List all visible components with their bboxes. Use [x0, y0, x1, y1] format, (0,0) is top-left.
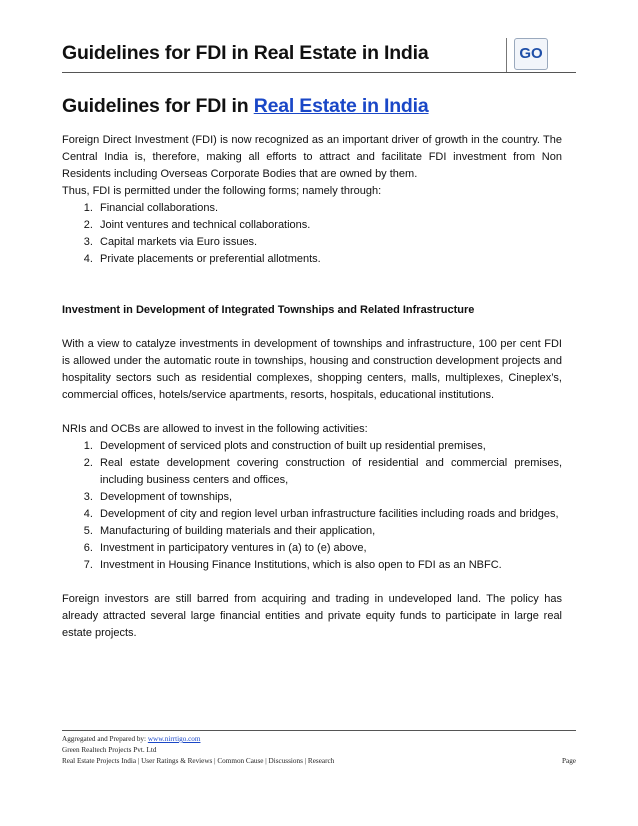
footer-links-row — [62, 756, 576, 767]
footer-links: Real Estate Projects India | User Ratings & Reviews | Common Cause | Discussions | Research — [62, 757, 335, 765]
closing-paragraph: Foreign investors are still barred from acquiring and trading in undeveloped land. The policy has already attracted several large financial entities and private equity funds to participate in large real estate projects. — [62, 593, 562, 639]
footer-prepared-line — [62, 734, 576, 745]
footer-prepared-label: Aggregated and Prepared by: — [62, 735, 148, 743]
title-prefix: Guidelines for FDI in — [62, 95, 254, 117]
document-page — [62, 0, 576, 826]
footer-text — [62, 734, 576, 767]
footer-rule — [62, 730, 576, 731]
forms-intro: Thus, FDI is permitted under the following forms; namely through: — [62, 185, 382, 197]
footer-company: Green Realtech Projects Pvt. Ltd — [62, 746, 157, 754]
list-item: 4. Development of city and region level urban infrastructure facilities including roads and bridges, — [96, 506, 562, 523]
list-item: 5. Manufacturing of building materials and their application, — [96, 523, 562, 540]
title-link[interactable]: Real Estate in India — [253, 95, 429, 117]
list-item: 1. Financial collaborations. — [96, 200, 562, 217]
forms-list — [62, 200, 562, 268]
header-divider — [506, 38, 507, 72]
list-item: 3. Development of townships, — [96, 489, 562, 506]
footer-website-link[interactable]: www.nirrtigo.com — [147, 735, 201, 743]
intro-paragraph: Foreign Direct Investment (FDI) is now recognized as an important driver of growth in the country. The Central India is, therefore, making all efforts to attract and facilitate FDI investment from Non Residents including Overseas Corporate Bodies that are owned by them. — [62, 134, 562, 180]
logo — [514, 38, 548, 70]
document-title — [62, 95, 429, 118]
list-item: 2. Joint ventures and technical collaborations. — [96, 217, 562, 234]
header-title: Guidelines for FDI in Real Estate in India — [62, 42, 429, 64]
list-item: 2. Real estate development covering construction of residential and commercial premises, including business centers and offices, — [96, 455, 562, 489]
page-header — [62, 38, 576, 82]
list-item: 6. Investment in participatory ventures in (a) to (e) above, — [96, 540, 562, 557]
page-footer — [62, 730, 576, 767]
document-body — [62, 132, 562, 642]
logo-text: GO — [519, 45, 543, 62]
list-item: 4. Private placements or preferential allotments. — [96, 251, 562, 268]
list-item: 1. Development of serviced plots and construction of built up residential premises, — [96, 438, 562, 455]
header-rule — [62, 72, 576, 73]
section-heading: Investment in Development of Integrated Townships and Related Infrastructure — [62, 304, 475, 316]
activities-list — [62, 438, 562, 574]
list-item: 3. Capital markets via Euro issues. — [96, 234, 562, 251]
footer-page-label: Page — [562, 757, 576, 765]
section-paragraph: With a view to catalyze investments in development of townships and infrastructure, 100 per cent FDI is allowed under the automatic route in townships, housing and construction development projects and hospitality sectors such as residential complexes, shopping centers, malls, multiplexes, Cineplex’s, commercial offices, hotels/service apartments, resorts, hospitals, educational institutions. — [62, 338, 562, 401]
activities-intro: NRIs and OCBs are allowed to invest in the following activities: — [62, 423, 368, 435]
list-item: 7. Investment in Housing Finance Institutions, which is also open to FDI as an NBFC. — [96, 557, 562, 574]
